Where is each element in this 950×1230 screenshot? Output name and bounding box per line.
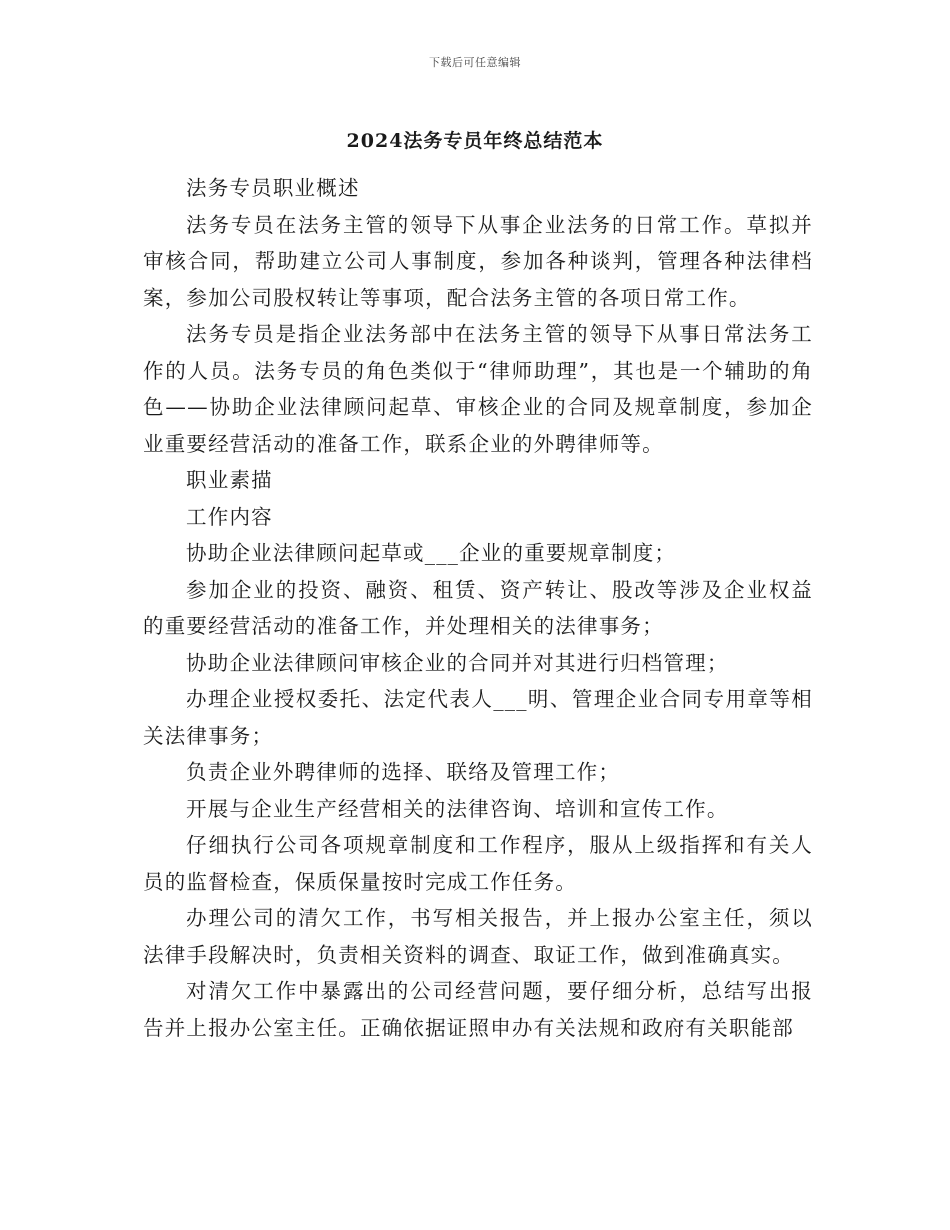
paragraph-duty-9: 对清欠工作中暴露出的公司经营问题，要仔细分析，总结写出报告并上报办公室主任。正确依据证照申办有关法规和政府有关职能部 [143, 979, 813, 1040]
paragraph-duty-3: 协助企业法律顾问审核企业的合同并对其进行归档管理； [186, 650, 729, 675]
document-body [143, 170, 813, 1046]
paragraph-duty-1: 协助企业法律顾问起草或___企业的重要规章制度； [186, 541, 677, 565]
paragraph-duty-2: 参加企业的投资、融资、租赁、资产转让、股改等涉及企业权益的重要经营活动的准备工作，并处理相关的法律事务； [143, 577, 813, 638]
paragraph-duty-7: 仔细执行公司各项规章制度和工作程序，服从上级指挥和有关人员的监督检查，保质保量按时完成工作任务。 [143, 833, 813, 894]
document-title: 2024法务专员年终总结范本 [346, 130, 604, 152]
paragraph-career-overview: 法务专员职业概述 [186, 176, 360, 200]
paragraph-duty-4: 办理企业授权委托、法定代表人___明、管理企业合同专用章等相关法律事务； [143, 687, 813, 748]
paragraph-duty-6: 开展与企业生产经营相关的法律咨询、培训和宣传工作。 [186, 796, 729, 821]
paragraph-duty-8: 办理公司的清欠工作，书写相关报告，并上报办公室主任，须以法律手段解决时，负责相关资料的调查、取证工作，做到准确真实。 [143, 906, 813, 967]
paragraph-duty-5: 负责企业外聘律师的选择、联络及管理工作； [186, 760, 621, 784]
header-note: 下载后可任意编辑 [429, 56, 521, 69]
paragraph-career-sketch: 职业素描 [186, 468, 273, 492]
paragraph-role-definition: 法务专员是指企业法务部中在法务主管的领导下从事日常法务工作的人员。法务专员的角色类似于“律师助理”，其也是一个辅助的角色——协助企业法律顾问起草、审核企业的合同及规章制度，参加企业重要经营活动的准备工作，联系企业的外聘律师等。 [143, 322, 813, 456]
paragraph-work-content: 工作内容 [186, 504, 273, 529]
paragraph-role-summary: 法务专员在法务主管的领导下从事企业法务的日常工作。草拟并审核合同，帮助建立公司人事制度，参加各种谈判，管理各种法律档案，参加公司股权转让等事项，配合法务主管的各项日常工作。 [143, 212, 813, 310]
